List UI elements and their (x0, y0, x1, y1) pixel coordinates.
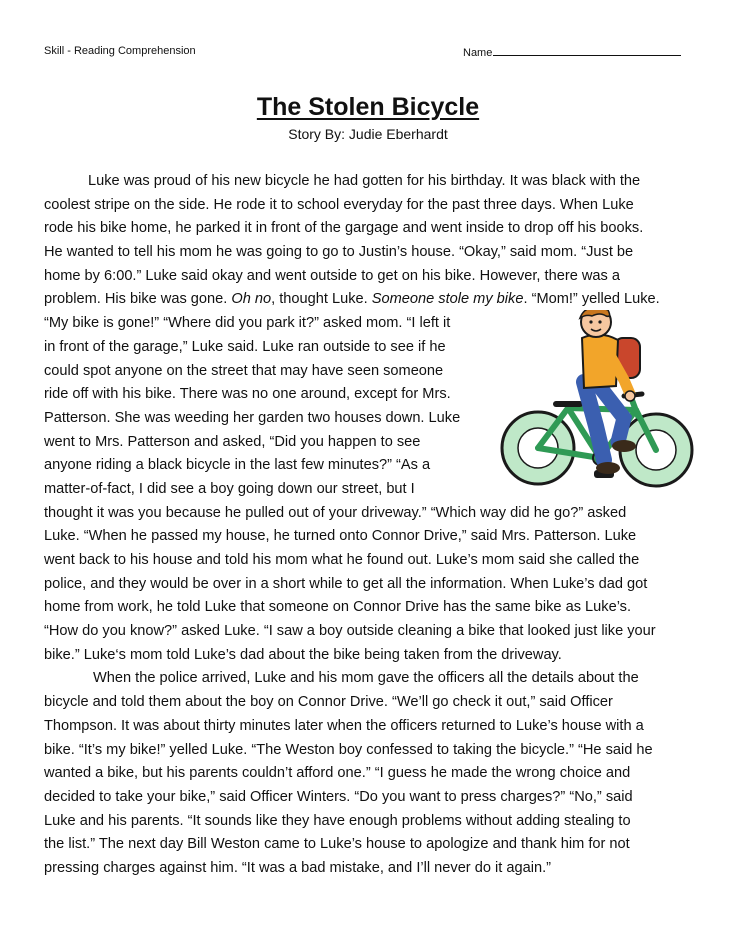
story-line: When the police arrived, Luke and his mom gave the officers all the details about the (93, 670, 639, 687)
story-line: rode his bike home, he parked it in front of the gargage and went inside to drop off his books. (44, 220, 644, 237)
story-line: pressing charges against him. “It was a bad mistake, and I’ll never do it again.” (44, 859, 551, 876)
story-text (44, 170, 704, 881)
story-line: decided to take your bike,” said Officer Winters. “Do you want to press charges?” “No,” said (44, 788, 633, 805)
skill-label: Skill - Reading Comprehension (44, 45, 196, 57)
story-line: went back to his house and told his mom what he found out. Luke’s mom said she called the (44, 552, 640, 568)
story-line: in front of the garage,” Luke said. Luke ran outside to see if he (44, 338, 446, 355)
story-line: Thompson. It was about thirty minutes later when the officers returned to Luke’s house with a (44, 717, 644, 734)
page-title: The Stolen Bicycle (256, 93, 480, 121)
story-line: coolest stripe on the side. He rode it to school everyday for the past three days. When Luke (44, 196, 634, 213)
boy-on-bicycle-illustration (496, 310, 706, 500)
story-line: wanted a bike, but his parents couldn’t afford one.” “I guess he made the wrong choice and (44, 765, 631, 782)
bicycle-icon (496, 310, 706, 500)
story-line: bike.” Luke‘s mom told Luke’s dad about the bike being taken from the driveway. (44, 646, 562, 663)
story-line: “How do you know?” asked Luke. “I saw a boy outside cleaning a bike that looked just like your (44, 623, 656, 640)
story-line: Patterson. She was weeding her garden two houses down. Luke (44, 409, 461, 426)
story-line: Luke and his parents. “It sounds like they have enough problems without adding stealing to (44, 812, 631, 829)
story-line: bicycle and told them about the boy on Connor Drive. “We’ll go check it out,” said Officer (44, 694, 613, 711)
byline: Story By: Judie Eberhardt (288, 126, 448, 142)
story-line: could spot anyone on the street that may have seen someone (44, 362, 444, 379)
story-line: police, and they would be over in a short while to get all the information. When Luke’s dad got (44, 575, 648, 592)
story-line: ride off with his bike. There was no one around, except for Mrs. (44, 386, 451, 403)
story-line: anyone riding a black bicycle in the last few minutes?” “As a (44, 457, 431, 474)
story-line: bike. “It’s my bike!” yelled Luke. “The Weston boy confessed to taking the bicycle.” “He said he (44, 741, 653, 758)
story-line: Luke was proud of his new bicycle he had gotten for his birthday. It was black with the (88, 173, 641, 189)
story-line: went to Mrs. Patterson and asked, “Did you happen to see (44, 433, 421, 450)
name-blank-line (493, 45, 681, 56)
italic-thought: Oh no (231, 291, 272, 308)
story-line: matter-of-fact, I did see a boy going down our street, but I (44, 480, 415, 497)
text-run: . “Mom!” yelled Luke. (523, 291, 660, 308)
story-line: He wanted to tell his mom he was going to go to Justin’s house. “Okay,” said mom. “Just be (44, 244, 634, 261)
text-run: problem. His bike was gone. (44, 291, 232, 308)
story-line: the list.” The next day Bill Weston came to Luke’s house to apologize and thank him for not (44, 836, 630, 853)
name-label: Name (463, 47, 493, 59)
name-field (463, 45, 681, 59)
story-line: thought it was you because he pulled out of your driveway.” “Which way did he go?” asked (44, 504, 627, 521)
italic-thought: Someone stole my bike (371, 291, 524, 308)
story-line: “My bike is gone!” “Where did you park it?” asked mom. “I left it (44, 315, 451, 332)
story-line: Luke. “When he passed my house, he turned onto Connor Drive,” said Mrs. Patterson. Luke (44, 528, 637, 545)
story-line: home from work, he told Luke that someone on Connor Drive has the same bike as Luke’s. (44, 599, 632, 616)
story-line (44, 288, 704, 312)
text-run: , thought Luke. (271, 291, 372, 308)
story-line: home by 6:00.” Luke said okay and went outside to get on his bike. However, there was a (44, 267, 620, 284)
